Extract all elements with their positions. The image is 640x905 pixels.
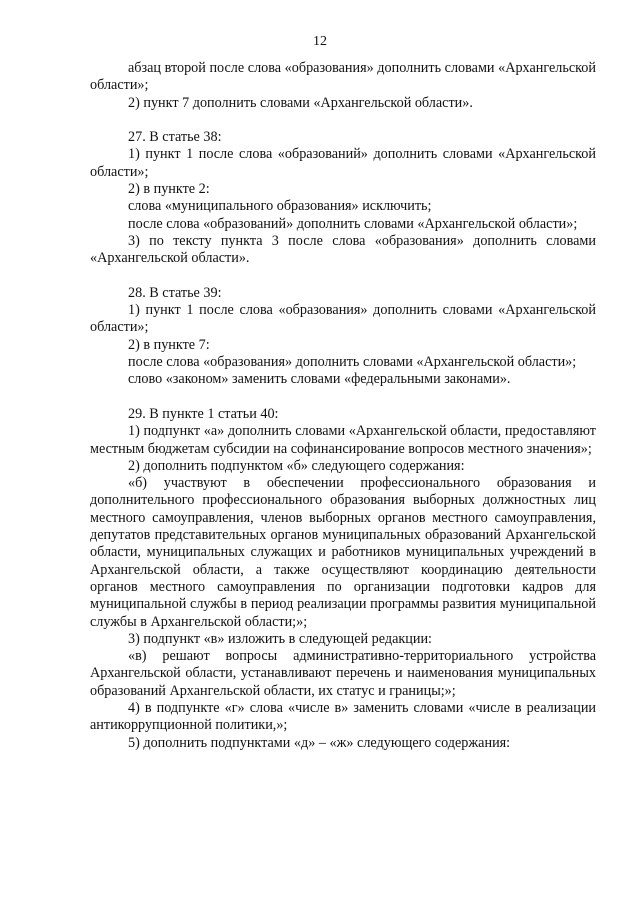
paragraph: 28. В статье 39: xyxy=(128,284,222,301)
paragraph: «б) участвуют в обеспечении профессионального образования и дополнительного профессионального образования выборных должностных лиц местного самоуправления, членов выборных органов местного самоуправления, депутатов представительных органов муниципальных образований Архангельской области, муниципальных служащих и работников муниципальных учреждений в Архангельской области, а также осуществляют координацию деятельности органов местного самоуправления по организации подготовки кадров для муниципальной службы в период реализации программы развития муниципальной службы в Архангельской области;»; xyxy=(90,475,596,630)
paragraph: «в) решают вопросы административно-территориального устройства Архангельской области, устанавливают перечень и наименования муниципальных образований Архангельской области, их статус и границы;»; xyxy=(90,648,596,699)
paragraph: абзац второй после слова «образования» дополнить словами «Архангельской области»; xyxy=(90,60,596,94)
paragraph: 5) дополнить подпунктами «д» – «ж» следующего содержания: xyxy=(128,734,511,751)
paragraph: после слова «образования» дополнить словами «Архангельской области»; xyxy=(128,354,577,371)
page-number: 12 xyxy=(313,34,327,49)
paragraph: 29. В пункте 1 статьи 40: xyxy=(128,405,279,422)
paragraph: 4) в подпункте «г» слова «числе в» заменить словами «числе в реализации антикоррупционной политики,»; xyxy=(90,699,596,734)
paragraph: 3) подпункт «в» изложить в следующей редакции: xyxy=(128,630,432,647)
paragraph: 2) пункт 7 дополнить словами «Архангельской области». xyxy=(128,94,473,111)
paragraph: 2) дополнить подпунктом «б» следующего содержания: xyxy=(128,457,465,474)
paragraph: после слова «образований» дополнить словами «Архангельской области»; xyxy=(128,215,578,232)
document-body xyxy=(90,60,596,752)
paragraph: 1) пункт 1 после слова «образования» дополнить словами «Архангельской области»; xyxy=(90,302,596,336)
paragraph: 1) пункт 1 после слова «образований» дополнить словами «Архангельской области»; xyxy=(90,146,596,180)
paragraph: 2) в пункте 2: xyxy=(128,181,210,198)
paragraph: слова «муниципального образования» исключить; xyxy=(128,198,432,215)
paragraph: 1) подпункт «а» дополнить словами «Архангельской области, предоставляют местным бюджетам субсидии на софинансирование вопросов местного значения»; xyxy=(90,423,596,457)
paragraph: 27. В статье 38: xyxy=(128,129,222,146)
paragraph: 3) по тексту пункта 3 после слова «образования» дополнить словами «Архангельской области». xyxy=(90,232,596,267)
paragraph: слово «законом» заменить словами «федеральными законами». xyxy=(128,371,511,388)
paragraph: 2) в пункте 7: xyxy=(128,336,210,353)
